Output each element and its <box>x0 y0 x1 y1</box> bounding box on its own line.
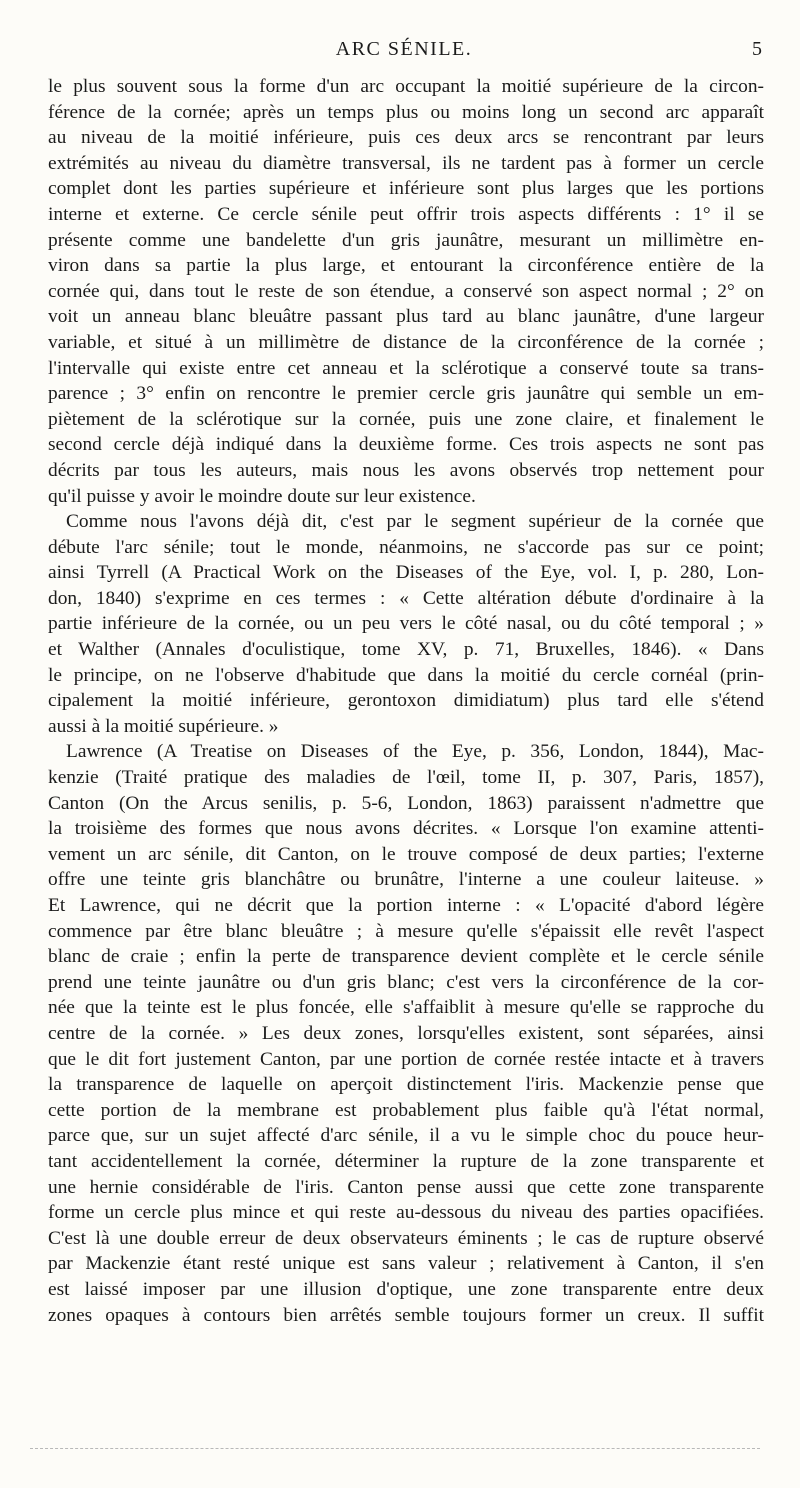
body-text <box>48 74 764 1328</box>
text-line: interne et externe. Ce cercle sénile peut offrir trois aspects différents : 1° il se <box>48 203 764 225</box>
text-line: cornée qui, dans tout le reste de son étendue, a conservé son aspect normal ; 2° on <box>48 280 764 302</box>
text-line: complet dont les parties supérieure et inférieure sont plus larges que les portions <box>48 178 764 200</box>
text-line: blanc de craie ; enfin la perte de transparence devient complète et le cercle sénile <box>48 946 764 968</box>
text-line: la transparence de laquelle on aperçoit distinctement l'iris. Mackenzie pense que <box>48 1074 764 1096</box>
text-line: commence par être blanc bleuâtre ; à mesure qu'elle s'épaissit elle revêt l'aspect <box>48 920 764 942</box>
text-line: forme un cercle plus mince et qui reste au-dessous du niveau des parties opacifiées. <box>48 1202 764 1224</box>
text-line: parce que, sur un sujet affecté d'arc sénile, il a vu le simple choc du pouce heur- <box>48 1125 764 1147</box>
text-line: C'est là une double erreur de deux observateurs éminents ; le cas de rupture observé <box>48 1227 764 1249</box>
text-line: débute l'arc sénile; tout le monde, néanmoins, ne s'accorde pas sur ce point; <box>48 536 764 558</box>
text-line: cette portion de la membrane est probablement plus faible qu'à l'état normal, <box>48 1099 764 1121</box>
text-line: une hernie considérable de l'iris. Canton pense aussi que cette zone transparente <box>48 1176 764 1198</box>
text-line: second cercle déjà indiqué dans la deuxième forme. Ces trois aspects ne sont pas <box>48 434 764 456</box>
chapter-title: ARC SÉNILE. <box>335 38 473 60</box>
text-line: le principe, on ne l'observe d'habitude que dans la moitié du cercle cornéal (prin- <box>48 664 764 686</box>
text-line: voit un anneau blanc bleuâtre passant plus tard au blanc jaunâtre, d'une largeur <box>48 306 764 328</box>
text-line: et Walther (Annales d'oculistique, tome XV, p. 71, Bruxelles, 1846). « Dans <box>48 639 764 661</box>
text-line: Comme nous l'avons déjà dit, c'est par le segment supérieur de la cornée que <box>66 511 764 533</box>
text-line: vement un arc sénile, dit Canton, on le trouve composé de deux parties; l'externe <box>48 843 764 865</box>
footer-rule <box>30 1448 760 1449</box>
text-line: viron dans sa partie la plus large, et entourant la circonférence entière de la <box>48 255 764 277</box>
text-line: tant accidentellement la cornée, déterminer la rupture de la zone transparente et <box>48 1150 764 1172</box>
text-line: cipalement la moitié inférieure, gerontoxon dimidiatum) plus tard elle s'étend <box>48 690 764 712</box>
text-line: extrémités au niveau du diamètre transversal, ils ne tardent pas à former un cercle <box>48 152 764 174</box>
text-line: l'intervalle qui existe entre cet anneau et la sclérotique a conservé toute sa trans- <box>48 357 764 379</box>
text-line: don, 1840) s'exprime en ces termes : « Cette altération débute d'ordinaire à la <box>48 587 764 609</box>
text-line: née que la teinte est le plus foncée, elle s'affaiblit à mesure qu'elle se rapproche du <box>48 997 764 1019</box>
text-line: que le dit fort justement Canton, par une portion de cornée restée intacte et à travers <box>48 1048 764 1070</box>
text-line: kenzie (Traité pratique des maladies de l'œil, tome II, p. 307, Paris, 1857), <box>48 767 764 789</box>
page-number: 5 <box>752 38 762 60</box>
text-line: Lawrence (A Treatise on Diseases of the Eye, p. 356, London, 1844), Mac- <box>66 741 764 763</box>
text-line: partie inférieure de la cornée, ou un peu vers le côté nasal, ou du côté temporal ; » <box>48 613 764 635</box>
text-line: férence de la cornée; après un temps plus ou moins long un second arc apparaît <box>48 101 764 123</box>
text-line: ainsi Tyrrell (A Practical Work on the Diseases of the Eye, vol. I, p. 280, Lon- <box>48 562 764 584</box>
text-line: centre de la cornée. » Les deux zones, lorsqu'elles existent, sont séparées, ainsi <box>48 1022 764 1044</box>
text-line: variable, et situé à un millimètre de distance de la circonférence de la cornée ; <box>48 331 764 353</box>
text-line: qu'il puisse y avoir le moindre doute sur leur existence. <box>48 485 476 507</box>
running-head <box>46 38 762 66</box>
text-line: Canton (On the Arcus senilis, p. 5-6, London, 1863) paraissent n'admettre que <box>48 792 764 814</box>
text-line: décrits par tous les auteurs, mais nous les avons observés trop nettement pour <box>48 459 764 481</box>
text-line: Et Lawrence, qui ne décrit que la portion interne : « L'opacité d'abord légère <box>48 895 764 916</box>
text-line: parence ; 3° enfin on rencontre le premier cercle gris jaunâtre qui semble un em- <box>48 383 764 405</box>
text-line: aussi à la moitié supérieure. » <box>48 715 279 737</box>
text-line: piètement de la sclérotique sur la cornée, puis une zone claire, et finalement le <box>48 408 764 430</box>
text-line: zones opaques à contours bien arrêtés semble toujours former un creux. Il suffit <box>48 1304 764 1326</box>
text-line: par Mackenzie étant resté unique est sans valeur ; relativement à Canton, il s'en <box>48 1253 764 1275</box>
text-line: au niveau de la moitié inférieure, puis ces deux arcs se rencontrant par leurs <box>48 127 764 149</box>
text-line: présente comme une bandelette d'un gris jaunâtre, mesurant un millimètre en- <box>48 229 764 251</box>
text-line: la troisième des formes que nous avons décrites. « Lorsque l'on examine attenti- <box>48 818 764 840</box>
text-line: offre une teinte gris blanchâtre ou brunâtre, l'interne a une couleur laiteuse. » <box>48 869 764 891</box>
text-line: est laissé imposer par une illusion d'optique, une zone transparente entre deux <box>48 1278 764 1300</box>
text-line: prend une teinte jaunâtre ou d'un gris blanc; c'est vers la circonférence de la cor- <box>48 971 764 993</box>
text-line: le plus souvent sous la forme d'un arc occupant la moitié supérieure de la circon- <box>48 76 764 97</box>
